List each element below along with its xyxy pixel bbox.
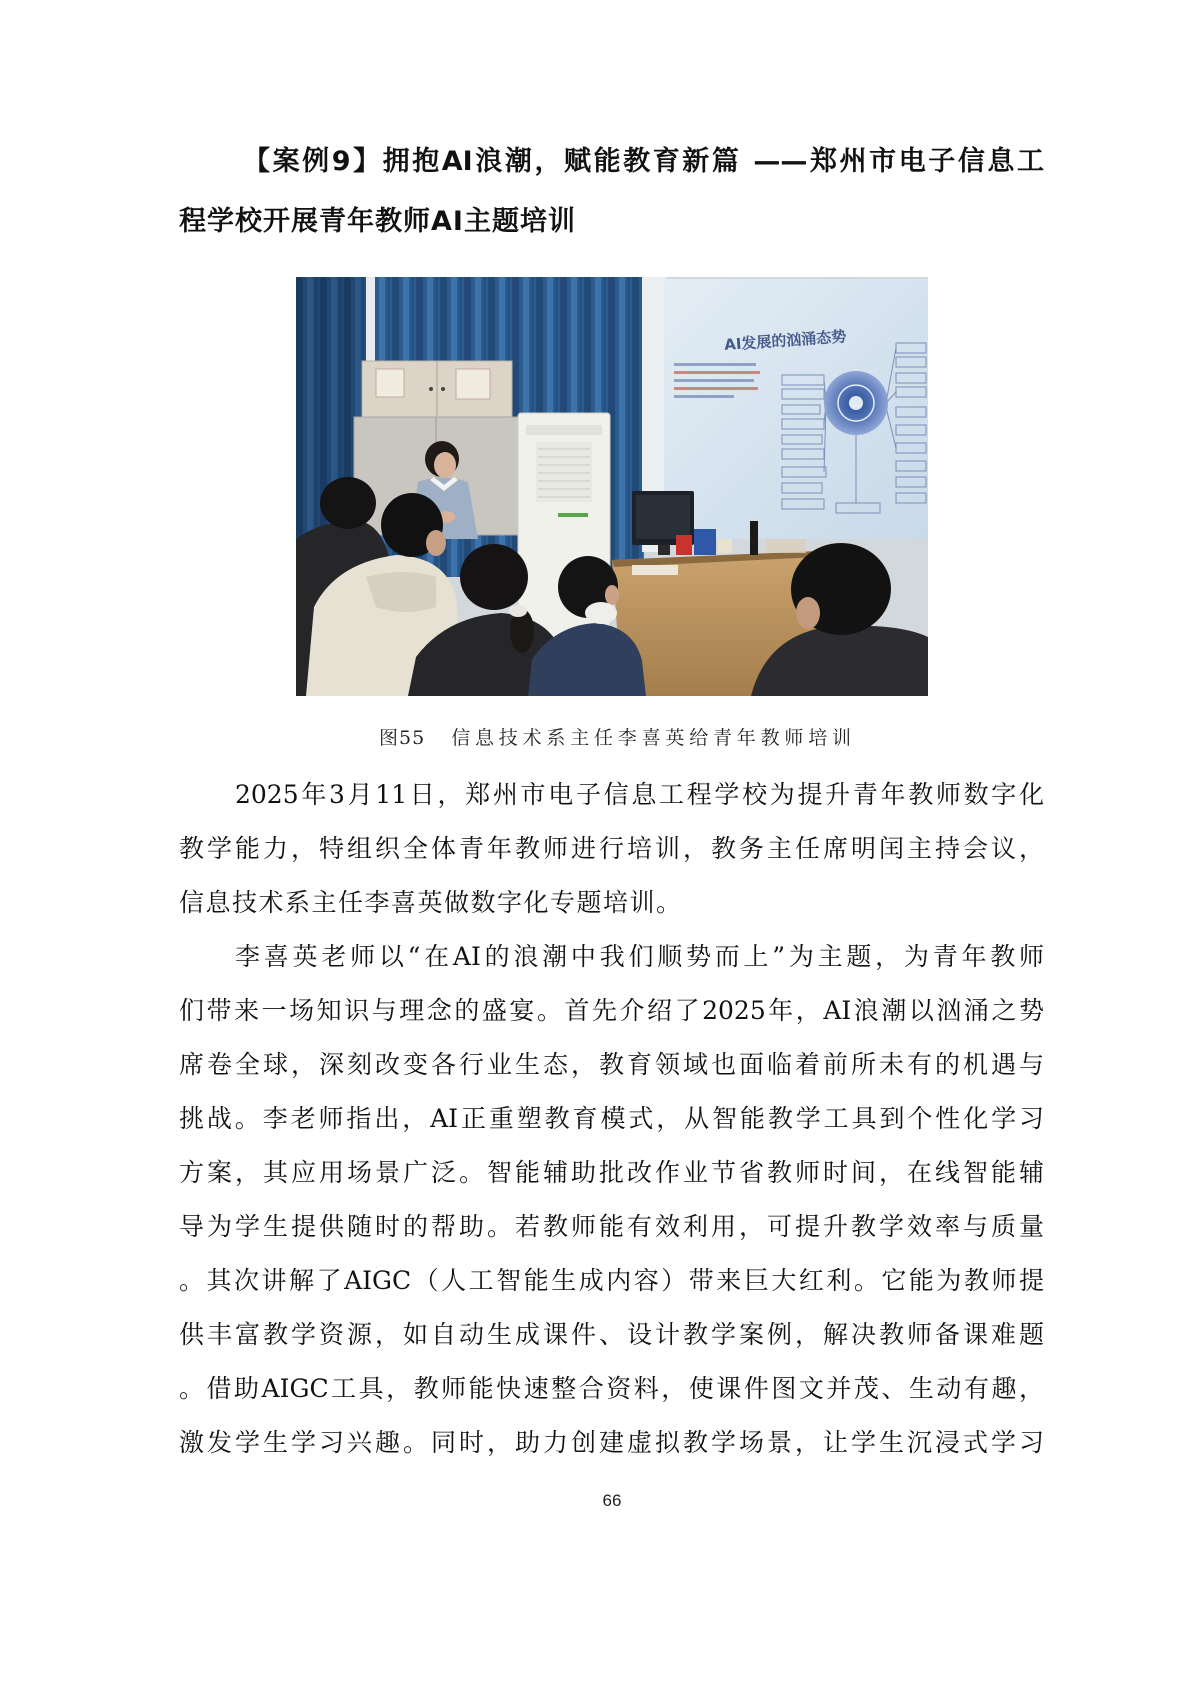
figure-caption-text: 信息技术系主任李喜英给青年教师培训 bbox=[451, 727, 856, 749]
paragraph-line: 方案，其应用场景广泛。智能辅助批改作业节省教师时间，在线智能辅 bbox=[179, 1158, 1044, 1187]
paragraph-2 bbox=[179, 930, 1044, 1470]
paragraph-1 bbox=[179, 768, 1044, 930]
case-title-line-2: 程学校开展青年教师AI主题培训 bbox=[179, 206, 576, 237]
paragraph-line: 李喜英老师以“在AI的浪潮中我们顺势而上”为主题，为青年教师 bbox=[235, 942, 1044, 971]
case-title-line-1: 【案例9】拥抱AI浪潮，赋能教育新篇 ——郑州市电子信息工 bbox=[243, 146, 1044, 177]
paragraph-line: 激发学生学习兴趣。同时，助力创建虚拟教学场景，让学生沉浸式学习 bbox=[179, 1428, 1044, 1457]
screen-title: AI发展的汹涌态势 bbox=[723, 327, 847, 354]
paragraph-line: 席卷全球，深刻改变各行业生态，教育领域也面临着前所未有的机遇与 bbox=[179, 1050, 1044, 1079]
paragraph-line: 。借助AIGC工具，教师能快速整合资料，使课件图文并茂、生动有趣， bbox=[179, 1374, 1044, 1403]
projection-screen bbox=[664, 279, 928, 539]
figure-caption bbox=[379, 723, 856, 753]
training-photo bbox=[296, 277, 928, 696]
paragraph-line: 教学能力，特组织全体青年教师进行培训，教务主任席明闰主持会议， bbox=[179, 834, 1044, 863]
page-number: 66 bbox=[602, 1491, 622, 1510]
paragraph-line: 挑战。李老师指出，AI正重塑教育模式，从智能教学工具到个性化学习 bbox=[179, 1104, 1044, 1133]
paragraph-line: 供丰富教学资源，如自动生成课件、设计教学案例，解决教师备课难题 bbox=[179, 1320, 1044, 1349]
body-text bbox=[179, 768, 1044, 1470]
paragraph-line: 们带来一场知识与理念的盛宴。首先介绍了2025年，AI浪潮以汹涌之势 bbox=[179, 996, 1044, 1025]
paragraph-line: 2025年3月11日，郑州市电子信息工程学校为提升青年教师数字化 bbox=[235, 780, 1044, 809]
paragraph-line: 导为学生提供随时的帮助。若教师能有效利用，可提升教学效率与质量 bbox=[179, 1212, 1044, 1241]
figure-number: 图55 bbox=[379, 727, 426, 749]
paragraph-line: 。其次讲解了AIGC（人工智能生成内容）带来巨大红利。它能为教师提 bbox=[179, 1266, 1044, 1295]
paragraph-line: 信息技术系主任李喜英做数字化专题培训。 bbox=[179, 888, 683, 917]
